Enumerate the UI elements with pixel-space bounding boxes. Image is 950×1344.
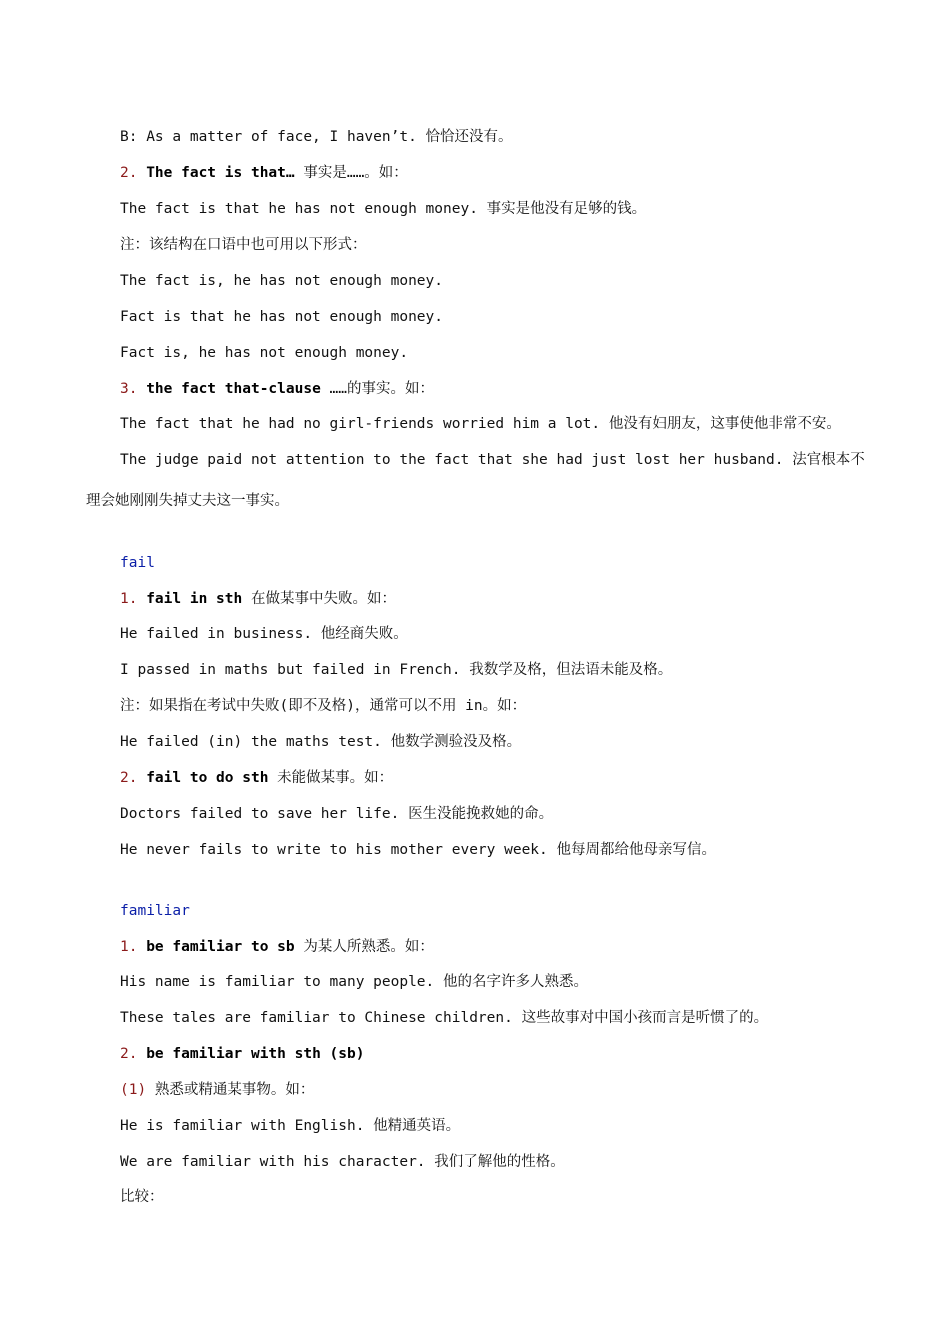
item-description: 为某人所熟悉。如：: [294, 939, 434, 955]
example-sentence: These tales are familiar to Chinese children. 这些故事对中国小孩而言是听惯了的。: [120, 1010, 769, 1026]
familiar-subitem-1: [120, 1080, 314, 1100]
item-number: 2.: [120, 1046, 138, 1062]
item-number: 1.: [120, 939, 138, 955]
fact-item-3: [120, 379, 434, 399]
example-sentence: He failed in business. 他经商失败。: [120, 626, 408, 642]
compare-label: 比较：: [120, 1189, 164, 1205]
example-sentence: Fact is that he has not enough money.: [120, 309, 444, 325]
example-sentence: He never fails to write to his mother every week. 他每周都给他母亲写信。: [120, 842, 716, 858]
item-heading: be familiar with sth (sb): [146, 1046, 365, 1062]
item-number: 3.: [120, 381, 138, 397]
item-description: ……的事实。如：: [320, 381, 435, 397]
fact-item-2: [120, 163, 408, 183]
familiar-item-2: [120, 1044, 364, 1064]
example-sentence: Doctors failed to save her life. 医生没能挽救她的命。: [120, 806, 554, 822]
item-heading: the fact that-clause: [146, 381, 321, 397]
example-sentence: The fact that he had no girl-friends worried him a lot. 他没有妇朋友，这事使他非常不安。: [120, 416, 841, 432]
example-sentence: He failed (in) the maths test. 他数学测验没及格。: [120, 734, 522, 750]
item-number: 2.: [120, 165, 138, 181]
example-sentence: I passed in maths but failed in French. 我数学及格，但法语未能及格。: [120, 662, 673, 678]
note-line: 注：该结构在口语中也可用以下形式：: [120, 237, 367, 253]
example-sentence: We are familiar with his character. 我们了解他的性格。: [120, 1154, 565, 1170]
item-number: 2.: [120, 770, 138, 786]
subitem-description: 熟悉或精通某事物。如：: [146, 1082, 315, 1098]
item-heading: be familiar to sb: [146, 939, 295, 955]
fail-item-1: [120, 589, 396, 609]
example-sentence: He is familiar with English. 他精通英语。: [120, 1118, 461, 1134]
example-sentence: The fact is that he has not enough money. 事实是他没有足够的钱。: [120, 201, 647, 217]
subitem-number: (1): [120, 1082, 147, 1098]
entry-word-familiar: familiar: [120, 903, 190, 919]
item-description: 在做某事中失败。如：: [242, 591, 396, 607]
item-heading: The fact is that…: [146, 165, 295, 181]
note-line: 注：如果指在考试中失败(即不及格)，通常可以不用 in。如：: [120, 698, 527, 714]
item-heading: fail to do sth: [146, 770, 269, 786]
item-heading: fail in sth: [146, 591, 243, 607]
dialogue-line-b: B: As a matter of face, I haven’t. 恰恰还没有。: [120, 129, 513, 145]
item-description: 未能做某事。如：: [268, 770, 394, 786]
entry-word-fail: fail: [120, 555, 155, 571]
fail-item-2: [120, 768, 393, 788]
example-sentence: Fact is, he has not enough money.: [120, 345, 409, 361]
example-paragraph: The judge paid not attention to the fact that she had just lost her husband. 法官根本不理会她刚刚失掉丈夫这一事实。: [86, 452, 865, 509]
familiar-item-1: [120, 937, 434, 957]
example-sentence: His name is familiar to many people. 他的名字许多人熟悉。: [120, 974, 588, 990]
item-description: 事实是……。如：: [294, 165, 408, 181]
example-sentence: The fact is, he has not enough money.: [120, 273, 444, 289]
item-number: 1.: [120, 591, 138, 607]
